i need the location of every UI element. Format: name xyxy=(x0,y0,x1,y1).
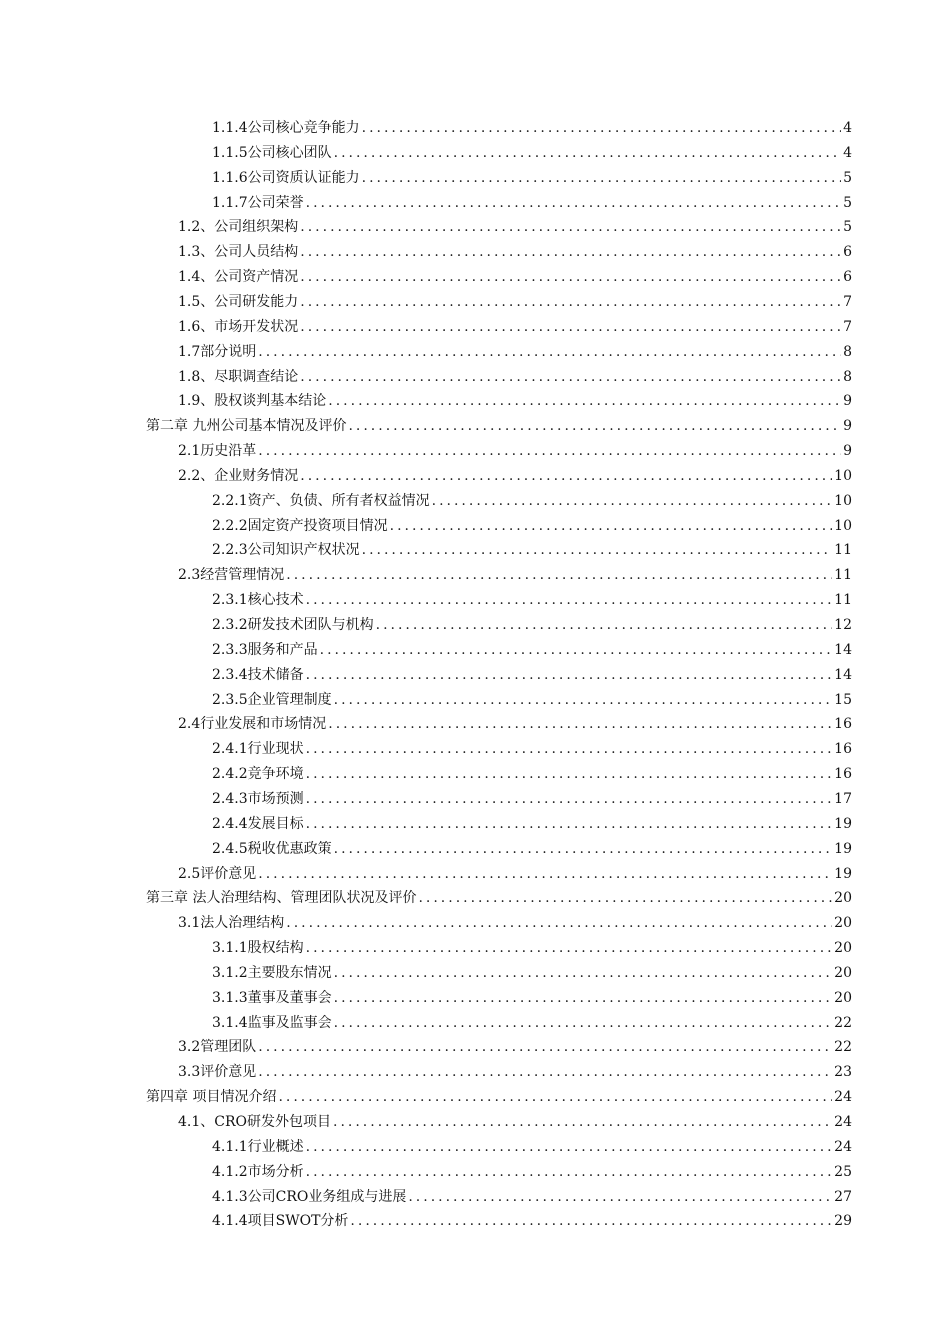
toc-dot-leader xyxy=(328,712,832,736)
toc-entry-title: 3.1.4监事及监事会 xyxy=(212,1014,332,1031)
toc-dot-leader xyxy=(418,886,832,910)
toc-entry-title: 3.1.3董事及董事会 xyxy=(212,989,332,1006)
toc-entry[interactable] xyxy=(178,563,852,587)
toc-dot-leader xyxy=(300,265,841,289)
toc-dot-leader xyxy=(258,439,841,463)
toc-entry-page-number: 16 xyxy=(834,716,852,733)
toc-entry-title: 1.1.6公司资质认证能力 xyxy=(212,169,360,186)
toc-entry-title: 3.1.1股权结构 xyxy=(212,940,304,957)
toc-dot-leader xyxy=(306,588,833,612)
toc-entry-page-number: 11 xyxy=(834,592,852,609)
toc-entry[interactable] xyxy=(178,290,852,314)
toc-entry[interactable] xyxy=(212,166,852,190)
toc-entry-page-number: 24 xyxy=(834,1138,852,1155)
toc-entry-title: 3.1法人治理结构 xyxy=(178,915,285,932)
toc-entry-page-number: 12 xyxy=(834,617,852,633)
toc-entry-title: 4.1.1行业概述 xyxy=(212,1138,304,1155)
toc-entry[interactable] xyxy=(146,886,852,910)
toc-entry-page-number: 20 xyxy=(834,940,852,957)
toc-entry[interactable] xyxy=(212,613,852,637)
toc-dot-leader xyxy=(333,1110,832,1134)
toc-entry-page-number: 20 xyxy=(834,964,852,981)
toc-entry-page-number: 9 xyxy=(843,418,852,435)
toc-entry-title: 第四章 项目情况介绍 xyxy=(146,1089,277,1106)
toc-entry-title: 2.5评价意见 xyxy=(178,865,257,882)
toc-entry[interactable] xyxy=(178,315,852,339)
toc-entry-title: 4.1、CRO研发外包项目 xyxy=(178,1114,331,1130)
toc-entry[interactable] xyxy=(212,538,852,562)
toc-dot-leader xyxy=(286,911,832,935)
toc-entry-title: 2.2.2固定资产投资项目情况 xyxy=(212,517,388,534)
toc-entry[interactable] xyxy=(178,1060,852,1084)
toc-entry-page-number: 6 xyxy=(843,269,852,286)
toc-dot-leader xyxy=(258,1035,832,1059)
toc-entry-page-number: 10 xyxy=(834,492,852,509)
toc-entry[interactable] xyxy=(178,215,852,239)
toc-entry[interactable] xyxy=(212,936,852,960)
toc-dot-leader xyxy=(306,1135,833,1159)
toc-entry[interactable] xyxy=(178,439,852,463)
toc-dot-leader xyxy=(334,688,833,712)
toc-entry[interactable] xyxy=(212,638,852,662)
toc-dot-leader xyxy=(300,365,841,389)
toc-dot-leader xyxy=(306,936,833,960)
toc-entry-title: 1.5、公司研发能力 xyxy=(178,293,299,310)
toc-dot-leader xyxy=(362,538,833,562)
toc-entry-page-number: 25 xyxy=(834,1163,852,1180)
toc-entry-page-number: 29 xyxy=(834,1213,852,1230)
toc-entry-title: 2.3.1核心技术 xyxy=(212,592,304,609)
toc-entry-title: 2.4.1行业现状 xyxy=(212,741,304,758)
toc-entry[interactable] xyxy=(212,961,852,985)
toc-entry-title: 2.3经营管理情况 xyxy=(178,567,285,584)
toc-entry-page-number: 7 xyxy=(843,318,852,335)
toc-dot-leader xyxy=(306,663,833,687)
toc-entry-page-number: 5 xyxy=(843,169,852,186)
toc-entry-title: 4.1.4项目SWOT分析 xyxy=(212,1213,349,1230)
toc-dot-leader xyxy=(334,1011,833,1035)
toc-entry-page-number: 5 xyxy=(843,219,852,236)
toc-entry-page-number: 16 xyxy=(834,766,852,783)
toc-entry[interactable] xyxy=(178,389,852,413)
toc-entry[interactable] xyxy=(212,1185,852,1209)
toc-entry-title: 3.1.2主要股东情况 xyxy=(212,964,332,981)
toc-dot-leader xyxy=(300,215,841,239)
toc-entry-title: 1.1.4公司核心竞争能力 xyxy=(212,120,360,136)
toc-dot-leader xyxy=(334,837,833,861)
toc-entry-page-number: 8 xyxy=(843,343,852,360)
toc-dot-leader xyxy=(306,812,833,836)
toc-dot-leader xyxy=(350,1209,832,1233)
toc-entry-page-number: 19 xyxy=(834,865,852,882)
toc-entry[interactable] xyxy=(212,1011,852,1035)
toc-entry-page-number: 22 xyxy=(834,1039,852,1056)
toc-dot-leader xyxy=(278,1085,832,1109)
toc-dot-leader xyxy=(390,514,833,538)
toc-entry-title: 3.2管理团队 xyxy=(178,1039,257,1056)
toc-entry-page-number: 11 xyxy=(834,567,852,584)
toc-entry-title: 2.2.1资产、负债、所有者权益情况 xyxy=(212,492,430,509)
toc-entry[interactable] xyxy=(212,1135,852,1159)
toc-entry[interactable] xyxy=(178,265,852,289)
toc-entry[interactable] xyxy=(212,1209,852,1233)
toc-dot-leader xyxy=(258,862,832,886)
toc-entry-page-number: 24 xyxy=(834,1089,852,1106)
toc-dot-leader xyxy=(334,961,833,985)
toc-entry[interactable] xyxy=(212,737,852,761)
toc-entry-title: 2.2、企业财务情况 xyxy=(178,467,299,484)
toc-entry-title: 1.1.7公司荣誉 xyxy=(212,194,304,211)
toc-entry-page-number: 24 xyxy=(834,1114,852,1130)
toc-entry-title: 2.4行业发展和市场情况 xyxy=(178,716,327,733)
toc-dot-leader xyxy=(306,762,833,786)
toc-entry[interactable] xyxy=(212,762,852,786)
toc-entry-title: 3.3评价意见 xyxy=(178,1064,257,1081)
toc-entry-title: 2.2.3公司知识产权状况 xyxy=(212,542,360,559)
toc-entry-title: 2.3.3服务和产品 xyxy=(212,641,318,658)
toc-entry[interactable] xyxy=(212,191,852,215)
toc-entry-title: 2.4.5税收优惠政策 xyxy=(212,840,332,857)
toc-entry-title: 1.1.5公司核心团队 xyxy=(212,144,332,161)
toc-entry-page-number: 20 xyxy=(834,890,852,907)
toc-entry[interactable] xyxy=(178,862,852,886)
toc-entry-title: 第二章 九州公司基本情况及评价 xyxy=(146,418,347,435)
toc-entry[interactable] xyxy=(212,1160,852,1184)
toc-entry[interactable] xyxy=(212,588,852,612)
toc-entry-page-number: 19 xyxy=(834,840,852,857)
toc-entry[interactable] xyxy=(212,663,852,687)
toc-dot-leader xyxy=(258,1060,832,1084)
toc-dot-leader xyxy=(408,1185,832,1209)
toc-dot-leader xyxy=(306,1160,833,1184)
toc-dot-leader xyxy=(328,389,841,413)
toc-entry-title: 2.4.4发展目标 xyxy=(212,815,304,832)
toc-entry-page-number: 14 xyxy=(834,666,852,683)
toc-dot-leader xyxy=(376,613,833,637)
toc-entry-title: 4.1.2市场分析 xyxy=(212,1163,304,1180)
toc-entry[interactable] xyxy=(212,787,852,811)
toc-entry-page-number: 15 xyxy=(834,691,852,708)
toc-entry-page-number: 17 xyxy=(834,790,852,807)
toc-entry-page-number: 5 xyxy=(843,194,852,211)
toc-entry-page-number: 22 xyxy=(834,1014,852,1031)
toc-entry-title: 2.3.2研发技术团队与机构 xyxy=(212,617,374,633)
toc-entry-page-number: 9 xyxy=(843,443,852,460)
toc-dot-leader xyxy=(362,166,841,190)
toc-entry-page-number: 8 xyxy=(843,368,852,385)
toc-entry-page-number: 27 xyxy=(834,1188,852,1205)
toc-dot-leader xyxy=(300,315,841,339)
toc-dot-leader xyxy=(300,240,841,264)
toc-entry-page-number: 20 xyxy=(834,915,852,932)
toc-entry-page-number: 10 xyxy=(834,517,852,534)
toc-entry-page-number: 14 xyxy=(834,641,852,658)
toc-entry[interactable] xyxy=(212,837,852,861)
toc-entry-title: 2.4.2竞争环境 xyxy=(212,766,304,783)
toc-dot-leader xyxy=(306,787,833,811)
toc-dot-leader xyxy=(362,116,841,140)
toc-entry[interactable] xyxy=(178,340,852,364)
toc-entry[interactable] xyxy=(178,1035,852,1059)
toc-entry-title: 2.3.5企业管理制度 xyxy=(212,691,332,708)
toc-dot-leader xyxy=(300,464,832,488)
toc-entry[interactable] xyxy=(146,414,852,438)
toc-entry[interactable] xyxy=(178,365,852,389)
toc-entry-page-number: 16 xyxy=(834,741,852,758)
toc-entry-page-number: 20 xyxy=(834,989,852,1006)
toc-dot-leader xyxy=(306,737,833,761)
toc-dot-leader xyxy=(258,340,841,364)
toc-entry-title: 1.4、公司资产情况 xyxy=(178,269,299,286)
toc-entry-page-number: 10 xyxy=(834,467,852,484)
toc-entry-title: 4.1.3公司CRO业务组成与进展 xyxy=(212,1188,407,1205)
toc-dot-leader xyxy=(334,141,841,165)
toc-dot-leader xyxy=(334,986,833,1010)
toc-entry-title: 1.9、股权谈判基本结论 xyxy=(178,393,327,410)
toc-entry-title: 2.3.4技术储备 xyxy=(212,666,304,683)
toc-entry-page-number: 9 xyxy=(843,393,852,410)
toc-entry-title: 1.6、市场开发状况 xyxy=(178,318,299,335)
toc-dot-leader xyxy=(348,414,841,438)
toc-entry-title: 2.1历史沿革 xyxy=(178,443,257,460)
toc-entry[interactable] xyxy=(212,986,852,1010)
toc-entry-page-number: 7 xyxy=(843,293,852,310)
toc-entry[interactable] xyxy=(146,1085,852,1109)
toc-entry-title: 2.4.3市场预测 xyxy=(212,790,304,807)
toc-dot-leader xyxy=(432,489,833,513)
toc-entry-title: 1.2、公司组织架构 xyxy=(178,219,299,236)
toc-dot-leader xyxy=(306,191,841,215)
toc-entry[interactable] xyxy=(178,464,852,488)
toc-entry[interactable] xyxy=(212,141,852,165)
toc-entry[interactable] xyxy=(212,116,852,140)
toc-dot-leader xyxy=(320,638,833,662)
toc-entry[interactable] xyxy=(212,514,852,538)
toc-entry-title: 1.7部分说明 xyxy=(178,343,257,360)
toc-entry-page-number: 11 xyxy=(834,542,852,559)
toc-entry-page-number: 4 xyxy=(843,120,852,136)
toc-entry-page-number: 6 xyxy=(843,244,852,261)
toc-entry-title: 1.3、公司人员结构 xyxy=(178,244,299,261)
toc-entry[interactable] xyxy=(212,489,852,513)
toc-entry-title: 第三章 法人治理结构、管理团队状况及评价 xyxy=(146,890,417,907)
toc-dot-leader xyxy=(300,290,841,314)
toc-entry-page-number: 19 xyxy=(834,815,852,832)
toc-entry-page-number: 4 xyxy=(843,144,852,161)
toc-entry[interactable] xyxy=(178,911,852,935)
toc-entry[interactable] xyxy=(178,712,852,736)
toc-entry[interactable] xyxy=(212,812,852,836)
toc-entry[interactable] xyxy=(178,240,852,264)
toc-entry-title: 1.8、尽职调查结论 xyxy=(178,368,299,385)
toc-entry[interactable] xyxy=(212,688,852,712)
toc-entry[interactable] xyxy=(178,1110,852,1134)
toc-dot-leader xyxy=(286,563,832,587)
toc-entry-page-number: 23 xyxy=(834,1064,852,1081)
